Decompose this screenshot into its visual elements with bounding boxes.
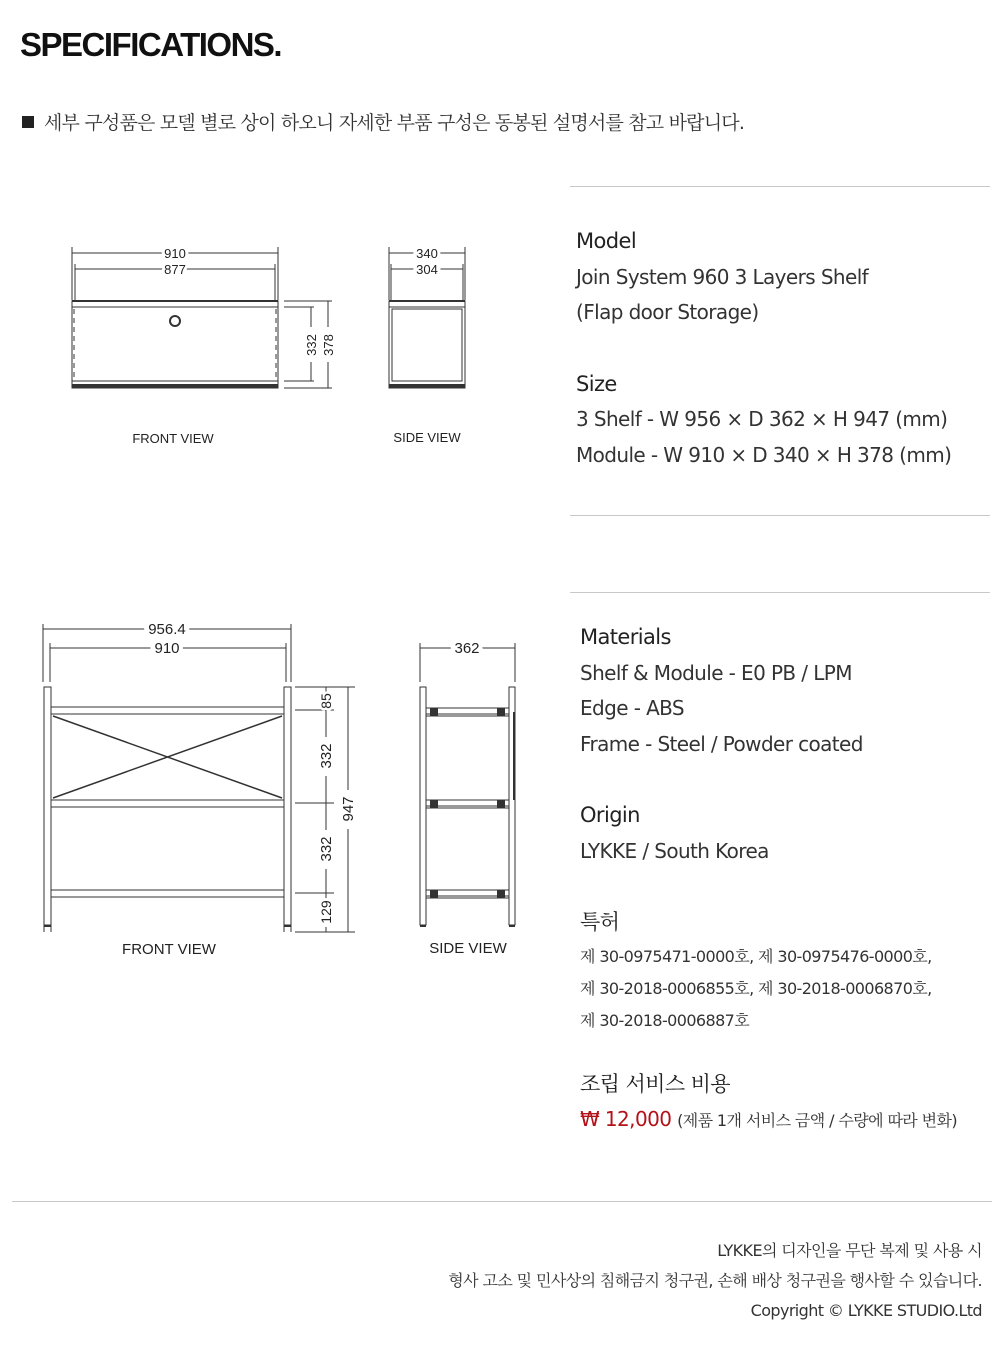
assembly-service-price: ₩ 12,000 [580,1107,672,1131]
module-front-inner-width: 877 [164,262,186,277]
materials-label: Materials [580,625,671,649]
module-diagram [0,230,560,460]
shelf-front-mid2-height: 332 [318,836,335,862]
patent-numbers-1: 제 30-0975471-0000호, 제 30-0975476-0000호, [580,946,932,966]
model-label: Model [576,229,637,253]
shelf-front-mid1-height: 332 [318,743,335,769]
size-module: Module - W 910 × D 340 × H 378 (mm) [576,442,952,467]
notice-text: 세부 구성품은 모델 별로 상이 하오니 자세한 부품 구성은 동봉된 설명서를 참고 바랍니다. [44,112,745,134]
assembly-service-note: (제품 1개 서비스 금액 / 수량에 따라 변화) [677,1111,957,1130]
shelf-front-view-label: FRONT VIEW [122,941,216,958]
shelf-front-bottom-height: 129 [318,900,334,924]
patent-label: 특허 [580,910,620,934]
model-subtitle: (Flap door Storage) [576,300,759,324]
divider [570,515,990,516]
shelf-side-view-label: SIDE VIEW [429,940,507,957]
materials-edge: Edge - ABS [580,696,685,720]
module-front-inner-height: 332 [304,334,319,356]
origin-label: Origin [580,803,640,827]
patent-numbers-3: 제 30-2018-0006887호 [580,1010,750,1030]
footer-warning-1: LYKKE의 디자인을 무단 복제 및 사용 시 [717,1241,982,1260]
module-side-inner-depth: 304 [416,262,438,277]
module-side-view-label: SIDE VIEW [393,430,461,445]
shelf-front-total-height: 947 [340,796,357,822]
footer-copyright: Copyright © LYKKE STUDIO.Ltd [750,1301,982,1320]
shelf-front-inner-width: 910 [154,640,180,657]
module-front-view-label: FRONT VIEW [132,431,214,446]
materials-shelf: Shelf & Module - E0 PB / LPM [580,660,852,685]
shelf-side-depth: 362 [454,640,480,657]
spec-bottom [580,620,957,1138]
materials-frame: Frame - Steel / Powder coated [580,731,863,756]
module-front-outer-height: 378 [321,334,336,356]
spec-top [576,224,951,473]
divider [12,1201,992,1202]
divider [570,592,990,593]
origin-value: LYKKE / South Korea [580,838,769,863]
page-title: SPECIFICATIONS. [20,26,282,63]
size-shelf: 3 Shelf - W 956 × D 362 × H 947 (mm) [576,407,948,431]
model-name: Join System 960 3 Layers Shelf [576,264,869,289]
footer-warning-2: 형사 고소 및 민사상의 침해금지 청구권, 손해 배상 청구권을 행사할 수 있습니다. [448,1271,982,1290]
module-side-outer-depth: 340 [416,246,438,261]
shelf-front-outer-width: 956.4 [148,621,186,638]
shelf-diagram [0,610,560,970]
module-front-outer-width: 910 [164,246,186,261]
square-bullet-icon [22,116,34,128]
patent-numbers-2: 제 30-2018-0006855호, 제 30-2018-0006870호, [580,978,932,998]
divider [570,186,990,187]
footer [448,1236,982,1326]
notice [22,108,744,135]
size-label: Size [576,371,617,396]
assembly-service-label: 조립 서비스 비용 [580,1071,730,1096]
shelf-front-top-height: 85 [318,693,334,709]
